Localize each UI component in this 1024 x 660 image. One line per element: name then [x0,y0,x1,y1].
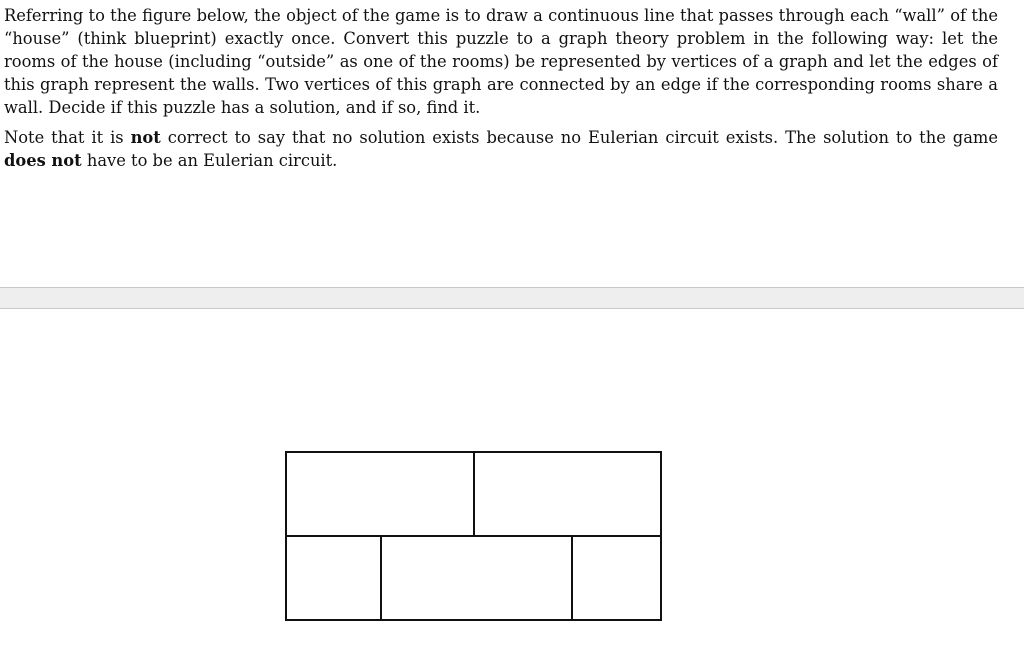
note-emphasis-does-not: does not [4,151,82,170]
note-text-2: correct to say that no solution exists because no Eulerian circuit exists. The solution to the game [160,128,998,147]
note-paragraph [4,126,998,172]
section-divider [0,287,1024,309]
note-emphasis-not: not [130,128,161,147]
house-blueprint-svg [284,450,664,622]
problem-paragraph: Referring to the figure below, the object of the game is to draw a continuous line that passes through each “wall” of the “house” (think blueprint) exactly once. Convert this puzzle to a graph theory problem in the following way: let the rooms of the house (including “outside” as one of the rooms) be represented by vertices of a graph and let the edges of this graph represent the walls. Two vertices of this graph are connected by an edge if the corresponding rooms share a wall. Decide if this puzzle has a solution, and if so, find it. [4,6,998,117]
note-text-3: have to be an Eulerian circuit. [81,151,338,170]
note-text-1: Note that it is [4,128,131,147]
house-blueprint-figure [284,450,664,626]
question-text [4,4,998,172]
